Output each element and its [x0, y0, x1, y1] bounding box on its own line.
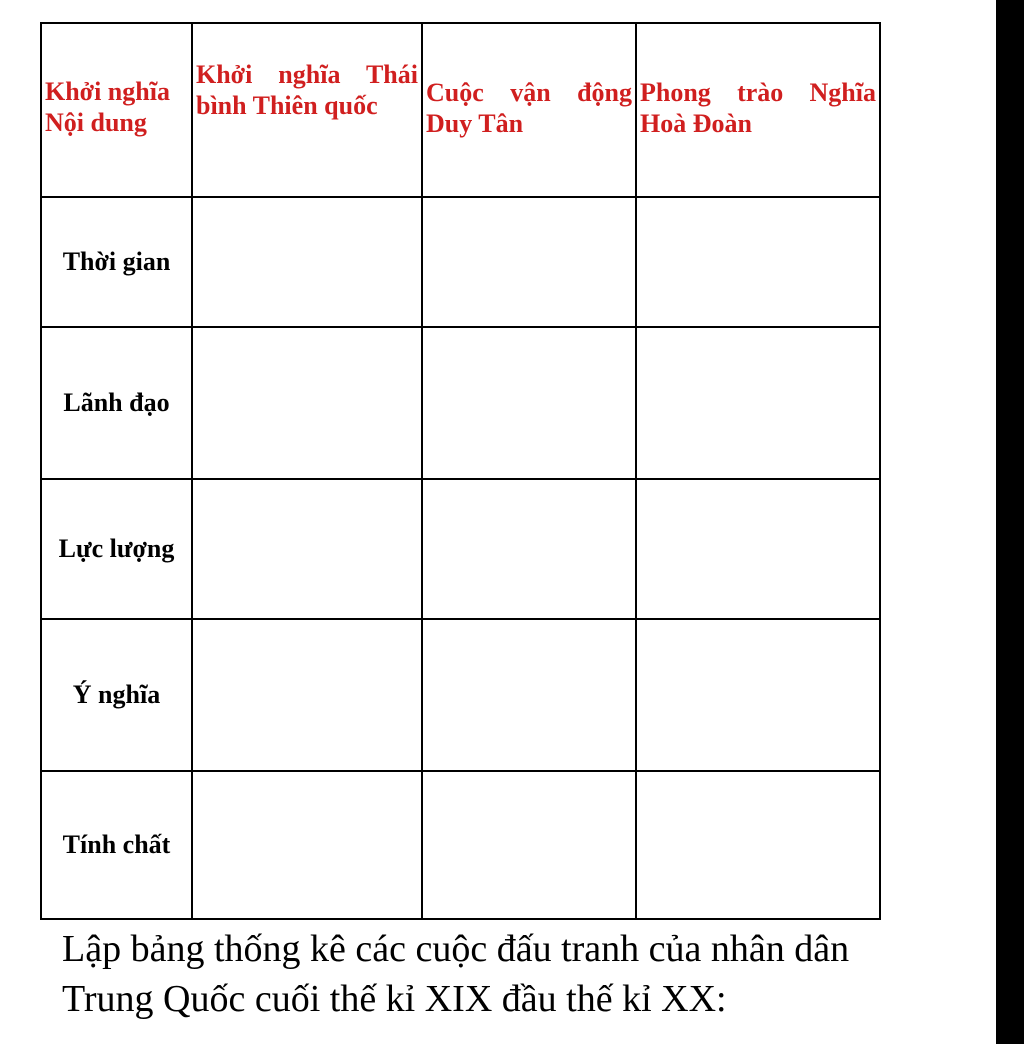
- header-column-duy-tan: [422, 23, 636, 197]
- header-corner-line1: Khởi nghĩa: [45, 77, 170, 106]
- header-column-label: Phong trào Nghĩa Hoà Đoàn: [640, 78, 876, 138]
- row-label-leadership: Lãnh đạo: [41, 327, 192, 479]
- table-cell: [192, 771, 422, 919]
- right-edge-bar: [996, 0, 1024, 1044]
- table-row: [41, 619, 880, 771]
- table-cell: [636, 197, 880, 327]
- row-label-significance: Ý nghĩa: [41, 619, 192, 771]
- table-header-row: [41, 23, 880, 197]
- table-cell: [422, 197, 636, 327]
- header-column-thai-binh: [192, 23, 422, 197]
- table-cell: [422, 479, 636, 619]
- row-label-forces: Lực lượng: [41, 479, 192, 619]
- header-corner-line2: Nội dung: [45, 108, 147, 137]
- table-cell: [192, 197, 422, 327]
- table-cell: [636, 771, 880, 919]
- header-corner-cell: [41, 23, 192, 197]
- row-label-time: Thời gian: [41, 197, 192, 327]
- table-row: [41, 197, 880, 327]
- table-cell: [636, 619, 880, 771]
- table-row: [41, 771, 880, 919]
- table-cell: [422, 771, 636, 919]
- table-cell: [192, 479, 422, 619]
- header-column-label: Khởi nghĩa Thái bình Thiên quốc: [196, 60, 418, 120]
- caption-text: [62, 924, 1002, 1024]
- header-column-label: Cuộc vận động Duy Tân: [426, 78, 632, 138]
- table-cell: [192, 619, 422, 771]
- table-row: [41, 479, 880, 619]
- table-cell: [422, 619, 636, 771]
- caption-line2: Trung Quốc cuối thế kỉ XIX đầu thế kỉ XX:: [62, 978, 727, 1020]
- table-cell: [192, 327, 422, 479]
- caption-line1: Lập bảng thống kê các cuộc đấu tranh của nhân dân: [62, 928, 850, 970]
- table-cell: [422, 327, 636, 479]
- header-column-nghia-hoa-doan: [636, 23, 880, 197]
- statistics-table: [40, 22, 881, 920]
- table-cell: [636, 479, 880, 619]
- row-label-nature: Tính chất: [41, 771, 192, 919]
- table-row: [41, 327, 880, 479]
- table-cell: [636, 327, 880, 479]
